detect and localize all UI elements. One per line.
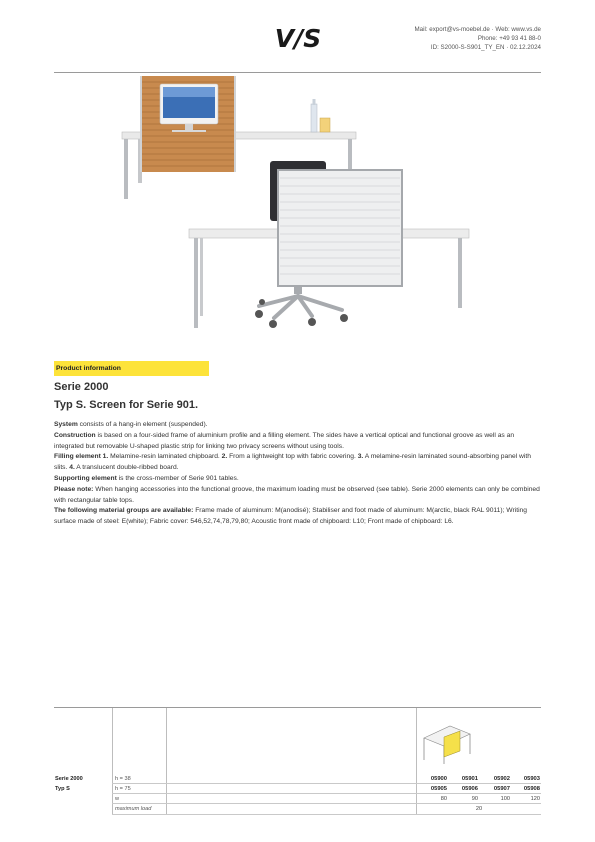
table-row (54, 774, 541, 783)
product-subtitle: Typ S. Screen for Serie 901. (54, 399, 199, 411)
contact-phone: Phone: +49 93 41 88-0 (477, 35, 541, 42)
term-filling: Filling element 1. (54, 453, 109, 461)
term-filling-2: 2. (221, 453, 228, 461)
text-supporting: is the cross-member of Serie 901 tables. (116, 474, 239, 482)
text-filling-2: From a lightweight top with fabric covering. (227, 453, 358, 461)
term-filling-3: 3. (357, 453, 364, 461)
paragraph-supporting (54, 474, 542, 485)
logo-text: V/S (274, 24, 322, 52)
screen-mini-illustration (420, 722, 472, 766)
paragraph-construction (54, 431, 542, 453)
article-05906: 05906 (461, 785, 478, 792)
article-05901: 05901 (461, 775, 478, 782)
article-05908: 05908 (523, 785, 540, 792)
type-label: Typ S (55, 785, 70, 792)
text-filling-3: A melamine-resin laminated sound-absorbing panel with slits. (54, 453, 531, 472)
article-05902: 05902 (493, 775, 510, 782)
article-05905: 05905 (430, 785, 447, 792)
paragraph-system (54, 420, 542, 431)
header-divider (54, 72, 541, 73)
article-05903: 05903 (523, 775, 540, 782)
series-label: Serie 2000 (55, 775, 83, 782)
row-divider (112, 814, 541, 815)
height-label-75: h = 75 (115, 785, 131, 792)
width-label: w (115, 795, 120, 802)
bottles (311, 99, 330, 132)
paragraph-materials (54, 506, 542, 528)
translucent-screen (278, 170, 402, 286)
contact-mail-web: Mail: export@vs-moebel.de · Web: www.vs.de (414, 26, 541, 33)
text-note: When hanging accessories into the functional groove, the maximum loading must be observed (see table). Serie 2000 elements can only be combined with rectangular table tops. (54, 485, 540, 504)
vs-logo (272, 24, 324, 52)
term-system: System (54, 421, 78, 428)
term-materials: The following material groups are available: (54, 507, 194, 515)
term-filling-4: 4. (69, 464, 75, 472)
document-id: ID: S2000-S-S901_TY_EN · 02.12.2024 (430, 44, 541, 51)
width-120: 120 (530, 795, 540, 802)
text-filling-4: A translucent double-ribbed board. (74, 464, 179, 472)
term-construction: Construction (54, 431, 96, 439)
text-construction: is based on a four-sided frame of aluminium profile and a filling element. The sides have a vertical optical and functional groove as well as an integrated but removable U-shaped plastic strip for linking two privacy screens without using tools. (54, 431, 515, 450)
table-row (54, 804, 541, 813)
paragraph-filling (54, 452, 542, 474)
table-row (54, 794, 541, 803)
text-system: consists of a hang-in element (suspended). (77, 421, 208, 428)
width-80: 80 (440, 795, 447, 802)
product-photo (54, 74, 541, 356)
paragraph-note (54, 485, 542, 507)
maximum-load-label (115, 806, 151, 812)
text-materials: Frame made of aluminum: M(anodisé); Stabiliser and foot made of aluminum: M(arctic, black RAL 9011); Writing surface made of steel: E(white); Fabric cover: 546,52,74,78,79,80; Acoustic front made of chipboard: L10; Front made of chipboard: L6. (54, 507, 527, 526)
text-filling-1: Melamine-resin laminated chipboard. (108, 453, 222, 461)
height-label-38: h = 38 (115, 775, 131, 782)
product-title: Serie 2000 (54, 381, 109, 393)
maximum-load-value: 20 (475, 805, 483, 812)
term-note: Please note: (54, 485, 94, 493)
maximum-load-text: maximum load (115, 805, 152, 812)
article-05900: 05900 (430, 775, 447, 782)
product-description (54, 420, 542, 528)
table-row (54, 784, 541, 793)
term-supporting: Supporting element (54, 474, 117, 482)
product-information-badge: Product information (54, 361, 209, 376)
width-90: 90 (471, 795, 478, 802)
width-100: 100 (500, 795, 510, 802)
article-05907: 05907 (493, 785, 510, 792)
contact-block (414, 25, 541, 52)
